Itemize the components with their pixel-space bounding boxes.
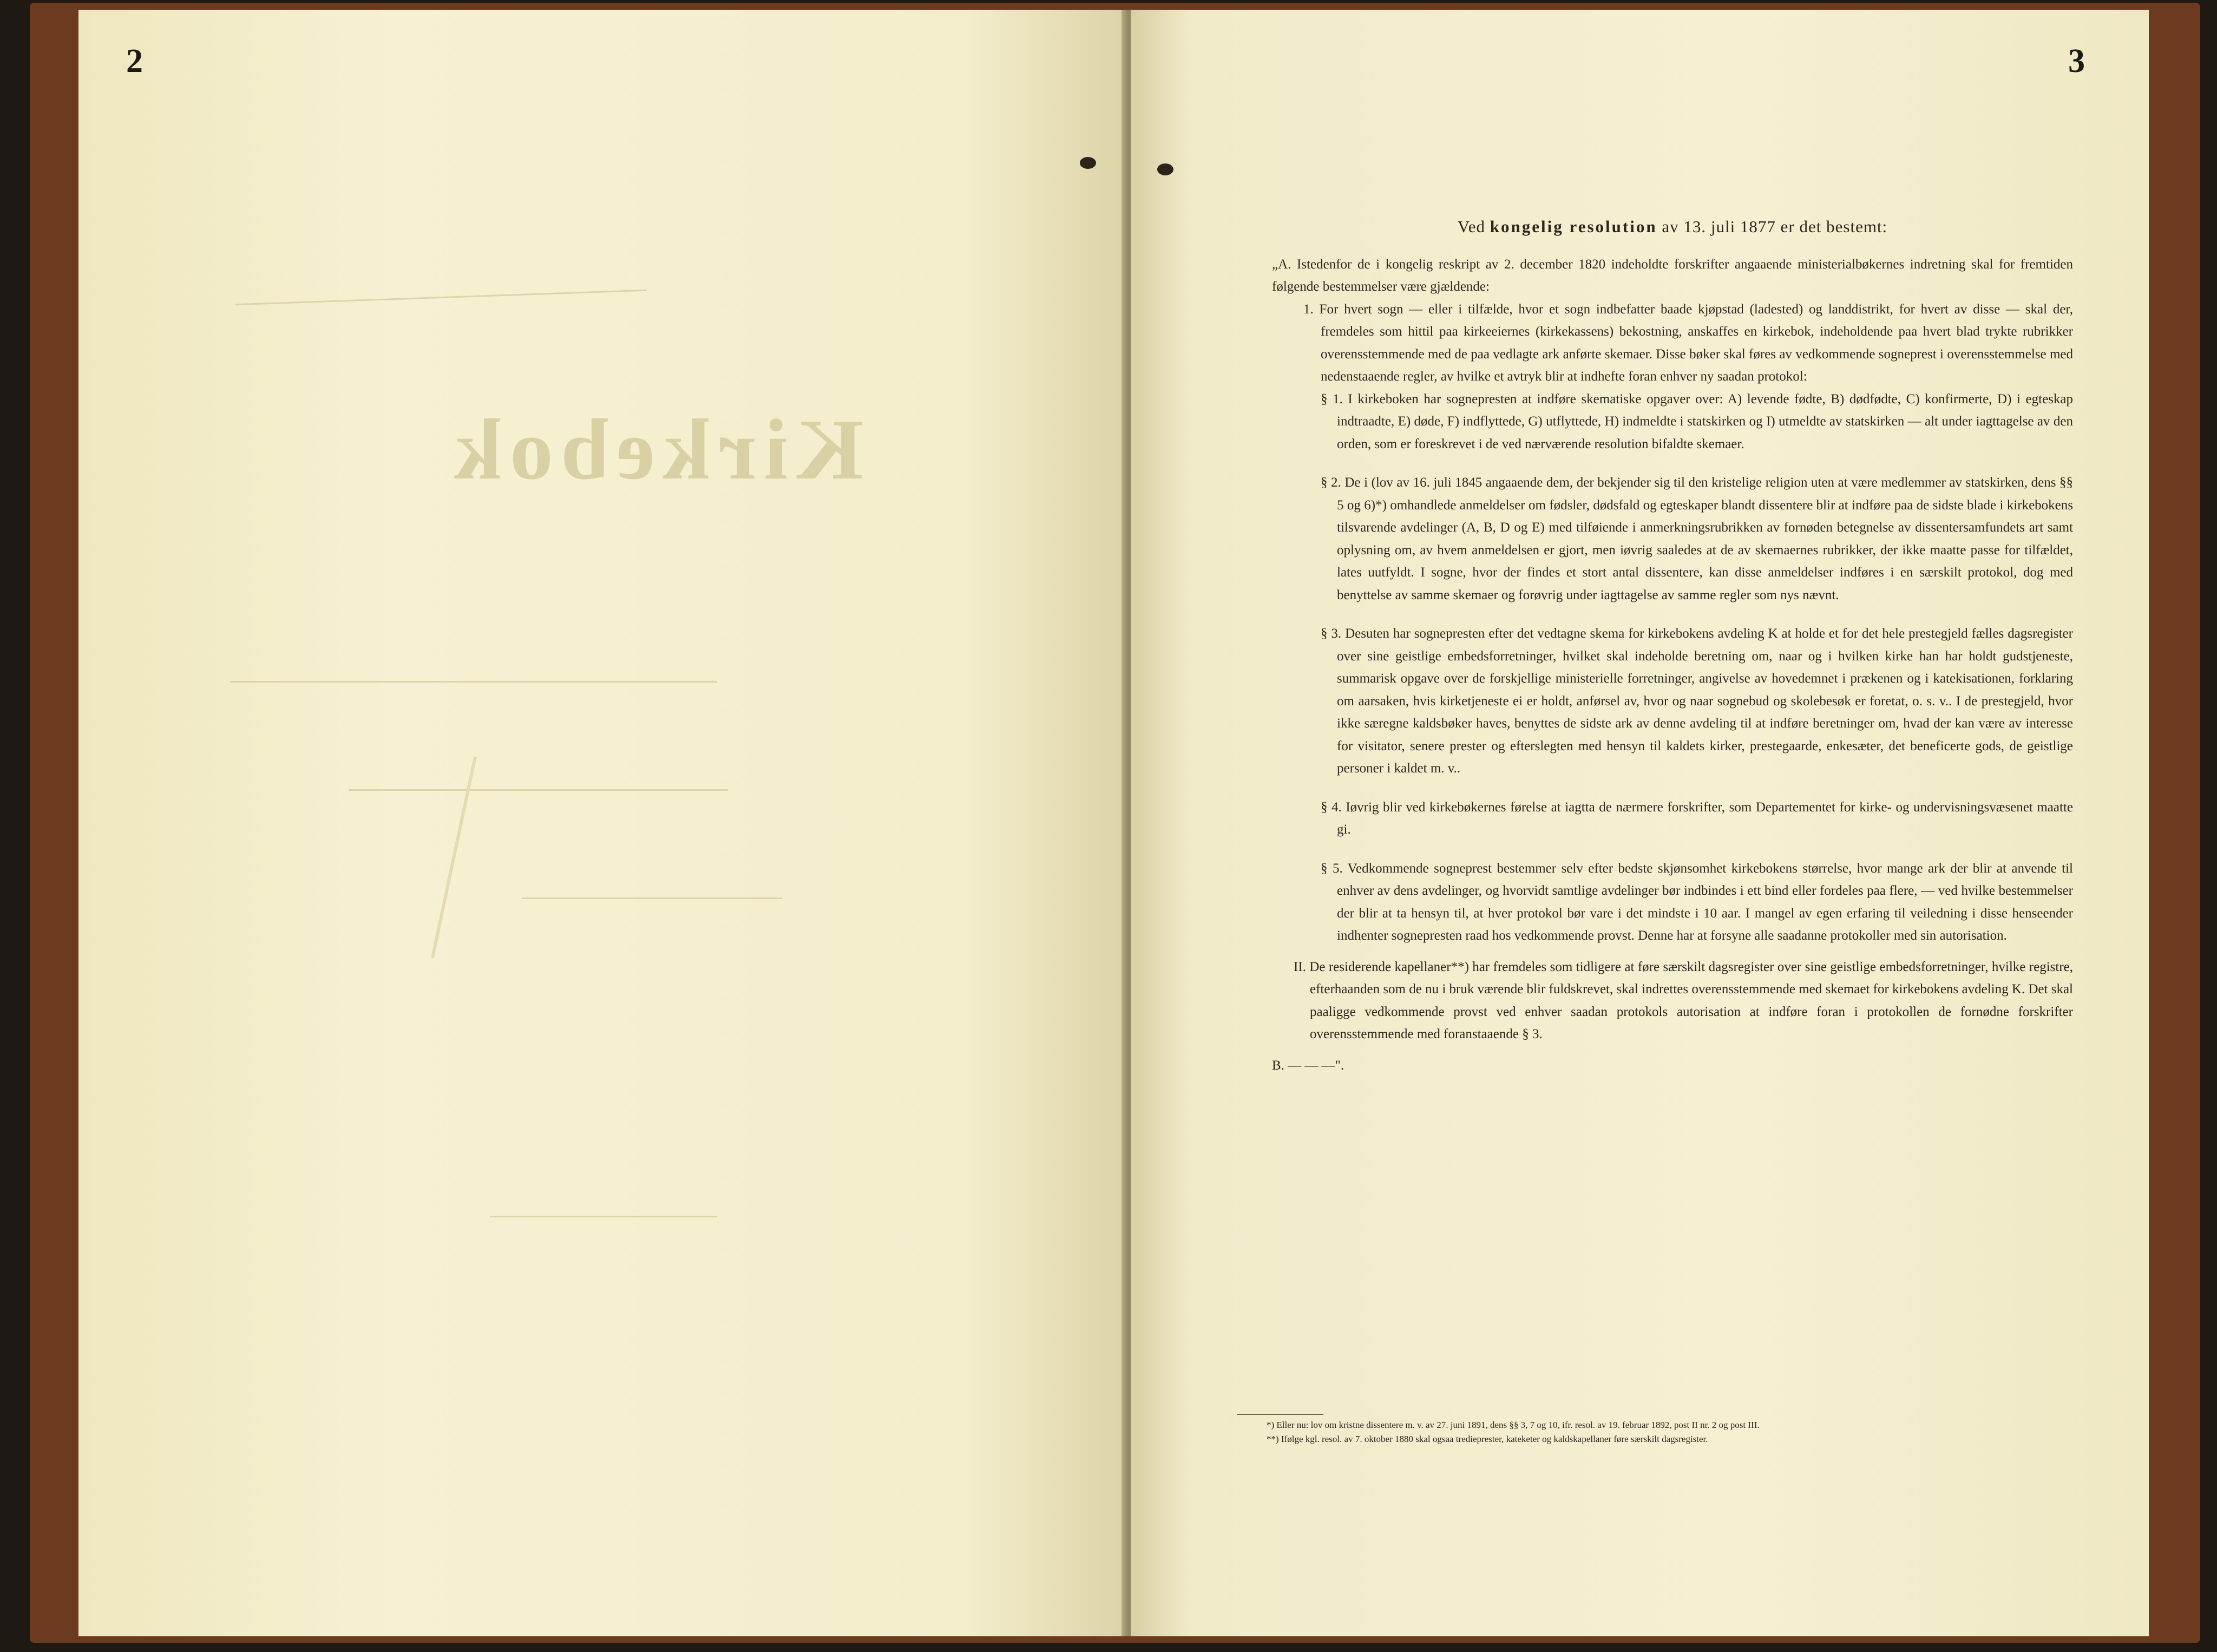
- left-page: [78, 10, 1126, 1636]
- heading-prefix: Ved: [1457, 217, 1486, 236]
- footnotes: [1267, 1419, 1981, 1447]
- resolution-heading: [1272, 215, 2073, 238]
- show-through-rule: [490, 1216, 717, 1217]
- show-through-mark: [349, 789, 728, 791]
- right-page: [1131, 10, 2149, 1636]
- section-1-paragraph: § 1. I kirkeboken har sognepresten at indføre skematiske opgaver over: A) levende fødte, B) dødfødte, C) konfirmerte, D) i egteskap indtraadte, E) døde, F) indflyttede, G) utflyttede, H) indmeldte i statskirken og I) utmeldte av statskirken — alt under iagttagelse av den orden, som er foreskrevet i de ved nærværende resolution bifaldte skemaer.: [1321, 391, 2073, 451]
- heading-suffix: av 13. juli 1877 er det bestemt:: [1662, 217, 1888, 236]
- footnote-2: **) Ifølge kgl. resol. av 7. oktober 1880 skal ogsaa tredieprester, kateketer og kaldskapellaner føre særskilt dagsregister.: [1267, 1434, 1708, 1444]
- show-through-stroke: [431, 756, 498, 962]
- right-page-number: 3: [2068, 43, 2085, 80]
- footnote-1: *) Eller nu: lov om kristne dissentere m. v. av 27. juni 1891, dens §§ 3, 7 og 10, ifr. resol. av 19. februar 1892, post II nr. 2 og post III.: [1267, 1420, 1760, 1430]
- section-3-paragraph: § 3. Desuten har sognepresten efter det vedtagne skema for kirkebokens avdeling K at holde et for det hele prestegjeld fælles dagsregister over sine geistlige embedsforretninger, hvilket skal indeholde beretning om, naar og i hvilken kirke han har holdt gudstjeneste, summarisk opgave over de forskjellige ministerielle forretninger, angivelse av hovedemnet i prækenen og i katekisationen, forklaring om aarsaken, hvis kirketjeneste ei er holdt, anførsel av, hvor og naar sognebud og skolebesøk er foretat, o. s. v.. I de prestegjeld, hvor ikke særegne kaldsbøker haves, benyttes de sidste ark av denne avdeling til at indføre beretninger om, hvad der kan være av interesse for visitator, senere prester og efterslegten med hensyn til kaldets kirker, prestegaarde, enkesæter, det beneficerte gods, de geistlige personer i kaldet m. v..: [1321, 626, 2073, 776]
- item-2-paragraph: II. De residerende kapellaner**) har fremdeles som tidligere at føre særskilt dagsregister over sine geistlige embedsforretninger, hvilke registre, efterhaanden som de nu i bruk værende blir fuldskrevet, skal indrettes overensstemmende med skemaet for kirkebokens avdeling K. Det skal paaligge vedkommende provst ved enhver saadan protokols autorisation at indføre foran i protokollen de fornødne forskrifter overensstemmende med foranstaaende § 3.: [1294, 959, 2073, 1041]
- resolution-text: [1272, 215, 2073, 1077]
- item-1-paragraph: 1. For hvert sogn — eller i tilfælde, hvor et sogn indbefatter baade kjøpstad (ladested) og landdistrikt, for hvert av disse — skal der, fremdeles som hittil paa kirkeeiernes (kirkekassens) bekostning, anskaffes en kirkebok, indeholdende paa hvert blad trykte rubrikker overensstemmende med de paa vedlagte ark anførte skemaer. Disse bøker skal føres av vedkommende sogneprest i overensstemmelse med nedenstaaende regler, av hvilke et avtryk blir at indhefte foran enhver ny saadan protokol:: [1303, 301, 2073, 384]
- heading-bold: kongelig resolution: [1490, 217, 1657, 236]
- intro-paragraph: „A. Istedenfor de i kongelig reskript av 2. december 1820 indeholdte forskrifter angaaende ministerialbøkernes indretning skal for fremtiden følgende bestemmelser være gjældende:: [1272, 257, 2073, 294]
- binding-hole: [1157, 163, 1173, 175]
- show-through-mark: [235, 290, 647, 306]
- section-2-paragraph: § 2. De i (lov av 16. juli 1845 angaaende dem, der bekjender sig til den kristelige religion uten at være medlemmer av statskirken, dens §§ 5 og 6)*) omhandlede anmeldelser om fødsler, dødsfald og egteskaper blandt dissentere blir at indføre paa de sidste blade i kirkebokens tilsvarende avdelinger (A, B, D og E) med tilføiende i anmerkningsrubrikken av fornøden betegnelse av dissentersamfundets art samt oplysning om, av hvem anmeldelsen er gjort, men iøvrig saaledes at de av skemaernes rubrikker, der ikke maatte passe for tilfældet, lates uutfyldt. I sogne, hvor der findes et stort antal dissentere, kan disse anmeldelser indføres i en særskilt protokol, dog med benyttelse av samme skemaer og forøvrig under iagttagelse av samme regler som nys nævnt.: [1321, 475, 2073, 602]
- section-5-paragraph: § 5. Vedkommende sogneprest bestemmer selv efter bedste skjønsomhet kirkebokens størrelse, hvor mange ark der blir at anvende til enhver av dens avdelinger, og hvorvidt samtlige avdelinger bør indbindes i ett bind eller fordeles paa flere, — ved hvilke bestemmelser der blir at ta hensyn til, at hver protokol bør vare i det mindste i 10 aar. I mangel av egen erfaring til veiledning i disse henseender indhenter sognepresten raad hos vedkommende provst. Denne har at forsyne alle saadanne protokoller med sin autorisation.: [1321, 861, 2073, 943]
- footnote-rule: [1237, 1414, 1323, 1415]
- closing-line: B. — — —".: [1272, 1058, 1344, 1073]
- show-through-mark: [230, 681, 717, 683]
- binding-hole: [1080, 157, 1096, 169]
- section-4-paragraph: § 4. Iøvrig blir ved kirkebøkernes førelse at iagtta de nærmere forskrifter, som Departementet for kirke- og undervisningsvæsenet maatte gi.: [1321, 799, 2073, 837]
- left-page-number: 2: [126, 43, 143, 80]
- show-through-mark: [522, 897, 782, 899]
- show-through-title: Kirkebok: [447, 401, 863, 497]
